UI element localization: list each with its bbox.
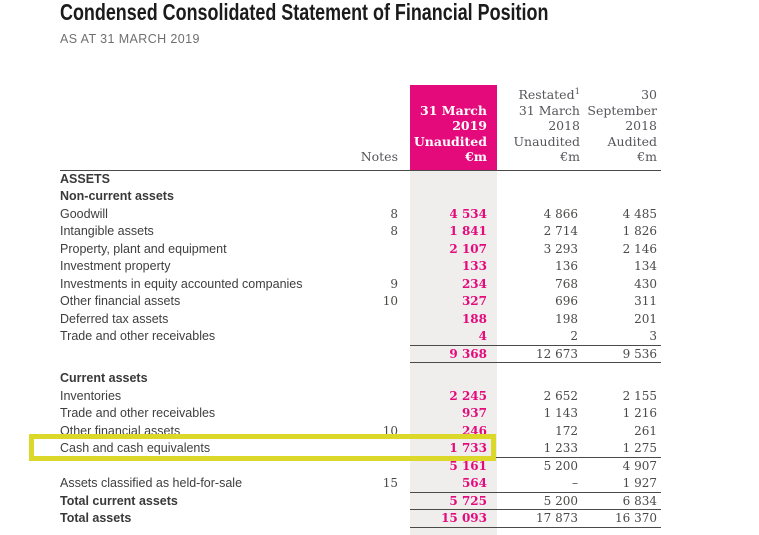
row-label: Investment property (60, 259, 171, 274)
table-row-property-plant-equipment (60, 240, 661, 258)
row-label: ASSETS (60, 172, 111, 187)
row-label: Total assets (60, 511, 132, 526)
row-label: Total current assets (60, 493, 178, 508)
value-2019: 15 093 (410, 510, 497, 528)
header-line: Unaudited (513, 133, 580, 149)
header-line: 2018 (548, 118, 580, 134)
value-sep2018: 2 146 (622, 241, 657, 256)
section-row-assets (60, 170, 661, 188)
header-line: 31 March (420, 102, 487, 118)
value-sep2018: 2 155 (622, 388, 657, 403)
row-label: Assets classified as held-for-sale (60, 476, 243, 491)
row-label: Other financial assets (60, 423, 181, 438)
header-line: €m (560, 149, 580, 165)
value-sep2018: 201 (634, 311, 657, 326)
value-2019: 4 (478, 329, 487, 344)
table-row-trade-other-receivables-nc (60, 328, 661, 346)
value-2018-restated: 5 200 (497, 492, 580, 510)
value-sep2018: 1 927 (622, 476, 657, 491)
header-line: €m (637, 149, 657, 165)
value-2019: 2 245 (449, 388, 487, 403)
value-2018-restated: 768 (555, 276, 578, 291)
table-row-trade-other-receivables-c (60, 405, 661, 423)
value-sep2018: 3 (649, 329, 657, 344)
row-label: Other financial assets (60, 294, 181, 309)
table-row-goodwill (60, 205, 661, 223)
value-2018-restated: 2 714 (543, 224, 578, 239)
value-2018-restated: 172 (555, 423, 578, 438)
header-line: 2018 (625, 118, 657, 134)
note-ref: 10 (382, 294, 398, 309)
header-col-31mar2019-unaudited (410, 85, 497, 170)
note-ref: 9 (390, 276, 398, 291)
footnote-marker: 1 (574, 87, 580, 97)
row-label: Deferred tax assets (60, 311, 169, 326)
header-line: Unaudited (413, 133, 487, 149)
value-sep2018: 430 (634, 276, 657, 291)
value-2019: 246 (461, 423, 487, 438)
value-2019: 234 (461, 276, 487, 291)
value-2019: 188 (461, 311, 487, 326)
page-subtitle: AS AT 31 MARCH 2019 (60, 32, 200, 46)
value-2019: 327 (461, 294, 487, 309)
value-sep2018: 1 826 (622, 224, 657, 239)
row-label: Property, plant and equipment (60, 241, 227, 256)
value-2018-restated: 1 233 (543, 441, 578, 456)
row-label: Inventories (60, 388, 122, 403)
header-line: Audited (607, 133, 657, 149)
value-2019: 133 (461, 259, 487, 274)
total-row-total-assets (60, 510, 661, 528)
value-2019: 1 733 (449, 441, 487, 456)
value-2018-restated: 3 293 (543, 241, 578, 256)
section-row-current-assets (60, 370, 661, 388)
header-col-31mar2018-restated (497, 85, 580, 170)
row-label: Cash and cash equivalents (60, 441, 211, 456)
note-ref: 10 (382, 423, 398, 438)
table-row-other-financial-assets-nc (60, 293, 661, 311)
value-2019: 4 534 (449, 206, 487, 221)
value-2019: 2 107 (449, 241, 487, 256)
value-2018-restated: 5 200 (497, 457, 580, 475)
value-2019: 937 (461, 406, 487, 421)
section-row-non-current-assets (60, 188, 661, 206)
header-line: 30 September (587, 87, 657, 118)
value-sep2018: 134 (634, 259, 657, 274)
row-label: Trade and other receivables (60, 329, 216, 344)
value-2018-restated: 17 873 (497, 510, 580, 528)
value-2018-restated: 12 673 (497, 345, 580, 363)
value-2018-restated: 198 (555, 311, 578, 326)
table-row-investment-property (60, 258, 661, 276)
header-line: 31 March (518, 102, 580, 118)
value-sep2018: 9 536 (580, 345, 661, 363)
row-label: Intangible assets (60, 224, 154, 239)
total-row-current-assets (60, 492, 661, 510)
gray-column-tail (60, 527, 661, 535)
value-sep2018: 16 370 (580, 510, 661, 528)
subtotal-row-non-current-assets (60, 345, 661, 363)
header-col-30sep2018-audited (580, 85, 661, 170)
value-2018-restated: 4 866 (543, 206, 578, 221)
value-sep2018: 4 907 (580, 457, 661, 475)
row-label: Investments in equity accounted companies (60, 276, 303, 291)
table-header (60, 85, 661, 170)
table-row-assets-held-for-sale (60, 475, 661, 493)
value-2019: 5 161 (410, 457, 497, 475)
value-sep2018: 4 485 (622, 206, 657, 221)
value-2019: 5 725 (410, 492, 497, 510)
header-line-restated: Restated$^1$ (518, 87, 580, 103)
value-2018-restated: 2 (570, 329, 578, 344)
value-2019: 1 841 (449, 224, 487, 239)
value-sep2018: 311 (634, 294, 657, 309)
row-label: Trade and other receivables (60, 406, 216, 421)
row-label: Current assets (60, 371, 148, 386)
table-row-investments-equity-accounted (60, 275, 661, 293)
page-title: Condensed Consolidated Statement of Financial Position (60, 0, 549, 25)
value-2019: 9 368 (410, 345, 497, 363)
value-2018-restated: 2 652 (543, 388, 578, 403)
header-line: 2019 (452, 118, 487, 134)
value-sep2018: 1 216 (622, 406, 657, 421)
value-sep2018: 6 834 (580, 492, 661, 510)
header-line: €m (465, 149, 487, 165)
row-label: Non-current assets (60, 189, 174, 204)
table-row-other-financial-assets-c (60, 422, 661, 440)
value-2018-restated: 1 143 (543, 406, 578, 421)
value-sep2018: 261 (634, 423, 657, 438)
row-label: Goodwill (60, 206, 108, 221)
note-ref: 8 (390, 224, 398, 239)
header-row (60, 85, 661, 170)
header-notes: Notes (340, 85, 410, 170)
subtotal-row-current-assets (60, 457, 661, 475)
spacer-row (60, 363, 661, 370)
value-sep2018: 1 275 (622, 441, 657, 456)
value-2018-restated: 136 (555, 259, 578, 274)
table-row-inventories (60, 387, 661, 405)
note-ref: 15 (382, 476, 398, 491)
table-row-deferred-tax-assets (60, 310, 661, 328)
table-row-cash-and-cash-equivalents (60, 440, 661, 458)
financial-position-table (60, 85, 661, 535)
note-ref: 8 (390, 206, 398, 221)
table-row-intangible-assets (60, 223, 661, 241)
value-2019: 564 (461, 476, 487, 491)
value-2018-restated: – (572, 476, 578, 491)
value-2018-restated: 696 (555, 294, 578, 309)
header-empty (60, 85, 340, 170)
